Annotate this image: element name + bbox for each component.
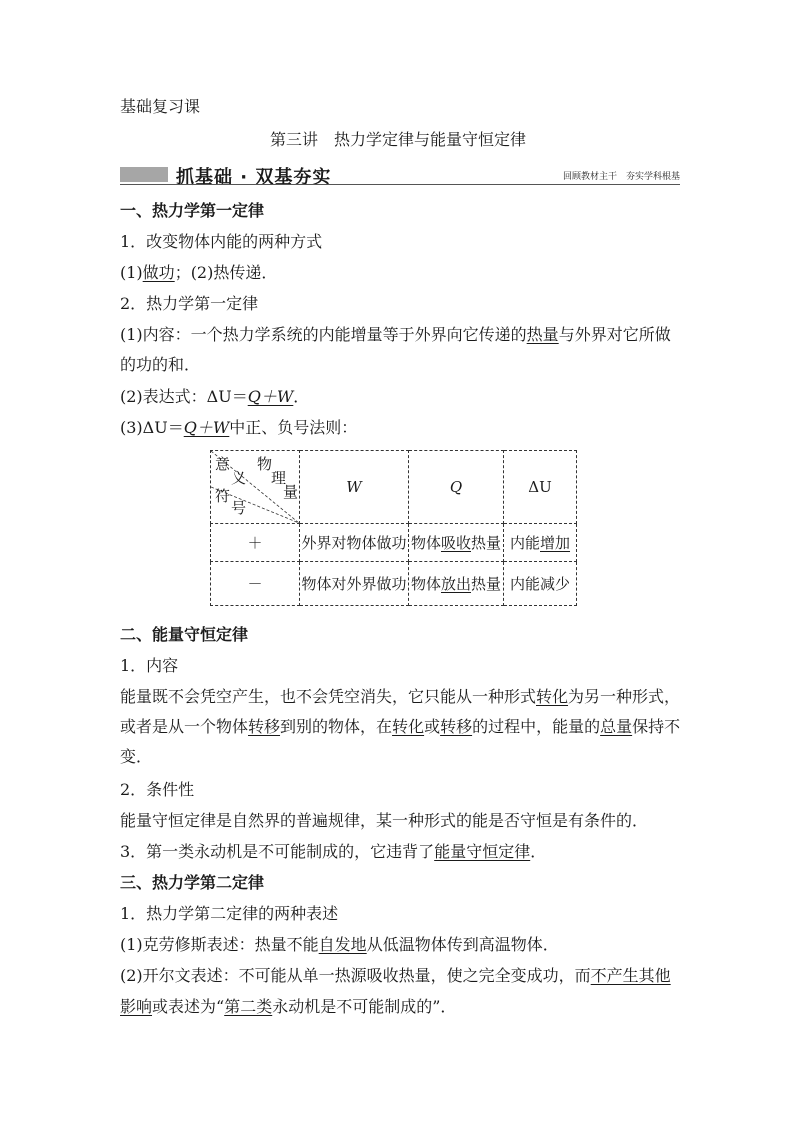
paragraph-law1-content [120,324,671,346]
column-header-q: Q [409,451,504,524]
sign-rule-table [210,450,577,606]
paragraph-expression [120,386,309,408]
section-banner [120,165,680,188]
paragraph-content-line-1 [120,686,680,708]
text: 热量 [471,575,502,593]
text: 3．第一类永动机是不可能制成的，它违背了 [120,842,435,861]
underlined-answer: 转化 [392,717,425,736]
paragraph-sign-rule [120,417,357,439]
underlined-answer: 转移 [440,717,473,736]
underlined-answer: 增加 [540,534,571,552]
underlined-answer: 吸收 [440,534,471,552]
underlined-answer: 能量守恒定律 [434,842,531,861]
underlined-answer: 影响 [120,997,153,1016]
underlined-answer: 自发地 [318,935,367,954]
underlined-answer: Q＋W [183,418,230,437]
text: 到别的物体，在 [280,717,393,736]
text: 物体 [410,575,441,593]
text: 中正、负号法则： [229,418,358,437]
section-heading-1: 一、热力学第一定律 [120,201,265,220]
paragraph-condition: 能量守恒定律是自然界的普遍规律，某一种形式的能是否守恒是有条件的． [120,811,649,830]
corner-label: 量 [283,483,299,501]
text: (1)内容：一个热力学系统的内能增量等于外界向它传递的 [120,325,527,344]
table-corner-cell [211,451,300,524]
table-row [211,562,577,606]
paragraph-kelvin-2 [120,996,456,1018]
underlined-answer: 第二类 [224,997,273,1016]
paragraph-law1-title: 2．热力学第一定律 [120,294,259,313]
text: ． [293,387,310,406]
banner-grey-block [120,167,168,182]
table-cell: 物体对外界做功 [300,562,409,606]
banner-rule [120,184,680,185]
underlined-answer: 不产生其他 [590,966,671,985]
column-header-w: W [300,451,409,524]
text: (2)表达式：ΔU＝ [120,387,248,406]
text: ． [530,842,547,861]
table-cell [504,562,577,606]
underlined-answer: 热量 [526,325,559,344]
underlined-answer: 转移 [248,717,281,736]
paragraph-ways [120,262,277,284]
text: 或 [424,717,441,736]
text: (3)ΔU＝ [120,418,184,437]
text: 或表述为“ [152,997,225,1016]
table-cell [409,562,504,606]
underlined-answer: Q＋W [247,387,294,406]
paragraph-clausius [120,934,559,956]
text: (2)开尔文表述：不可能从单一热源吸收热量，使之完全变成功，而 [120,966,591,985]
text: 内能减少 [509,575,570,593]
sign-cell: ＋ [211,524,300,562]
paragraph-content-line-2 [120,716,680,738]
text: 从低温物体传到高温物体． [366,935,559,954]
text: 保持不 [632,717,681,736]
paragraph-condition-title: 2．条件性 [120,780,195,799]
table-header-row [211,451,577,524]
lecture-title: 第三讲 热力学定律与能量守恒定律 [270,130,527,149]
paragraph-law1-content-cont: 的功的和． [120,355,201,374]
text: (1)克劳修斯表述：热量不能 [120,935,319,954]
text: 能量既不会凭空产生，也不会凭空消失，它只能从一种形式 [120,687,537,706]
table-cell [504,524,577,562]
banner-title: 抓基础 · 双基夯实 [176,167,332,188]
table-cell: 外界对物体做功 [300,524,409,562]
corner-label: 意 [215,455,231,473]
banner-subtitle: 回顾教材主干 夯实学科根基 [562,172,680,182]
paragraph-ways-title: 1．改变物体内能的两种方式 [120,232,323,251]
corner-label: 号 [231,499,247,517]
underlined-answer: 转化 [536,687,569,706]
paragraph-content-title: 1．内容 [120,656,179,675]
underlined-answer: 做功 [142,263,175,282]
column-header-du: ΔU [504,451,577,524]
text: 的过程中，能量的 [472,717,601,736]
text: 内能 [509,534,540,552]
text: 为另一种形式， [568,687,681,706]
section-heading-3: 三、热力学第二定律 [120,873,265,892]
corner-label: 理 [271,469,287,487]
text: ；(2)热传递． [174,263,278,282]
table-row [211,524,577,562]
paragraph-two-statements-title: 1．热力学第二定律的两种表述 [120,904,339,923]
paragraph-perpetual-1 [120,841,546,863]
text: (1) [120,263,143,282]
text: 永动机是不可能制成的”． [272,997,457,1016]
text: 物体 [410,534,441,552]
corner-label: 符 [215,487,231,505]
text: 热量 [471,534,502,552]
text: 或者是从一个物体 [120,717,249,736]
table-cell [409,524,504,562]
underlined-answer: 放出 [440,575,471,593]
corner-label: 义 [231,469,247,487]
underlined-answer: 总量 [600,717,633,736]
paragraph-content-line-3: 变． [120,747,153,766]
paragraph-kelvin-1 [120,965,671,987]
text: 与外界对它所做 [558,325,671,344]
corner-label: 物 [257,455,273,473]
section-heading-2: 二、能量守恒定律 [120,625,249,644]
course-label: 基础复习课 [120,97,201,116]
sign-cell: － [211,562,300,606]
